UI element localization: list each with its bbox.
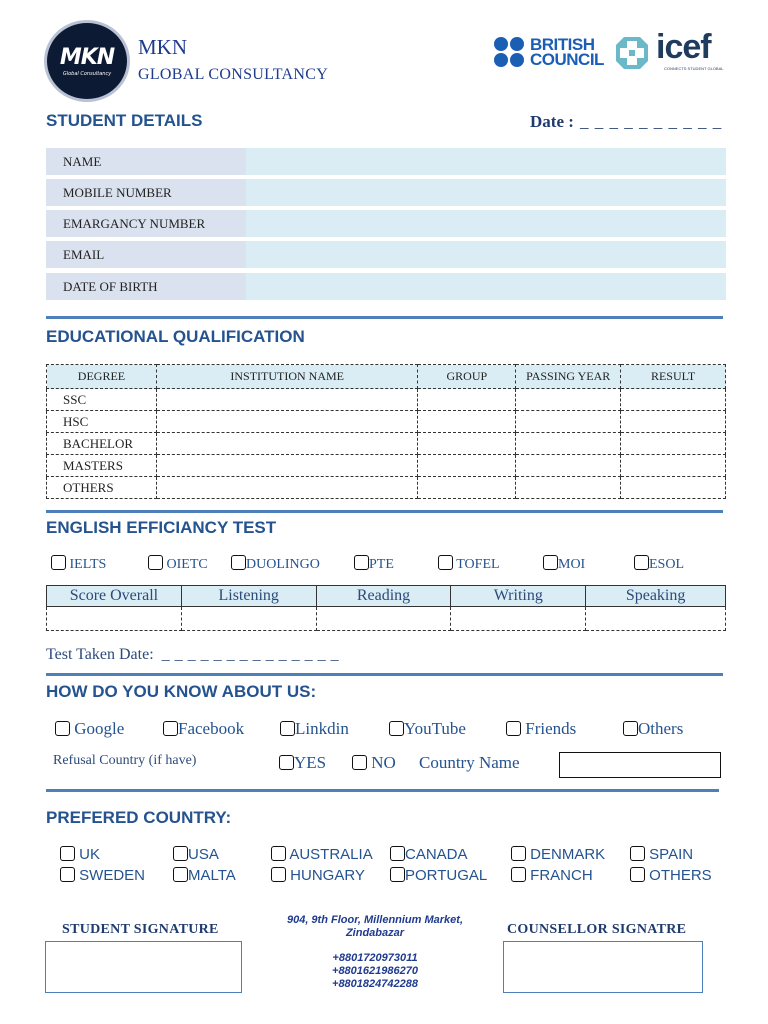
icef-tagline: CONNECTS STUDENT GLOBAL (664, 66, 724, 71)
preferred-country-title: PREFERED COUNTRY: (46, 808, 232, 827)
brand-name: MKN (138, 35, 188, 59)
refusal-no-option[interactable]: NO (352, 753, 396, 773)
country-name-label: Country Name (419, 753, 520, 772)
dob-row (46, 273, 726, 300)
phone-list (270, 952, 480, 991)
dob-label: DATE OF BIRTH (46, 273, 246, 300)
emergency-field[interactable] (246, 210, 726, 237)
table-cell[interactable] (516, 389, 621, 411)
score-header-row (47, 586, 726, 607)
checkbox[interactable] (231, 555, 246, 570)
checkbox[interactable] (630, 846, 645, 861)
test-option-esol[interactable]: ESOL (634, 555, 684, 573)
listening-cell[interactable] (181, 607, 316, 631)
icef-icon (614, 35, 650, 71)
table-cell[interactable] (418, 477, 516, 499)
column-header: Speaking (586, 586, 726, 607)
reading-cell[interactable] (316, 607, 451, 631)
country-option-others[interactable]: OTHERS (630, 867, 712, 884)
table-cell[interactable] (418, 433, 516, 455)
mobile-label: MOBILE NUMBER (46, 179, 246, 206)
checkbox[interactable] (390, 867, 405, 882)
checkbox[interactable] (354, 555, 369, 570)
column-header: Reading (316, 586, 451, 607)
test-option-pte[interactable]: PTE (354, 555, 394, 573)
name-field[interactable] (246, 148, 726, 175)
phone-number: +8801720973011 (332, 952, 418, 964)
table-row (47, 455, 726, 477)
checkbox[interactable] (173, 867, 188, 882)
mobile-field[interactable] (246, 179, 726, 206)
section-divider (46, 673, 723, 676)
checkbox[interactable] (511, 846, 526, 861)
table-cell[interactable] (156, 477, 418, 499)
checkbox[interactable] (271, 867, 286, 882)
table-cell[interactable] (621, 477, 726, 499)
source-option-facebook[interactable]: Facebook (163, 719, 244, 739)
checkbox[interactable] (60, 846, 75, 861)
brand-subtitle: GLOBAL CONSULTANCY (138, 66, 329, 83)
table-cell[interactable] (156, 389, 418, 411)
checkbox[interactable] (630, 867, 645, 882)
checkbox[interactable] (148, 555, 163, 570)
mobile-row (46, 179, 726, 206)
country-option-spain[interactable]: SPAIN (630, 846, 693, 863)
column-header: Writing (451, 586, 586, 607)
source-option-friends[interactable]: Friends (506, 719, 576, 739)
degree-cell: HSC (47, 411, 157, 433)
table-row (47, 411, 726, 433)
address: 904, 9th Floor, Millennium Market, Zindabazar (286, 914, 464, 939)
test-date-label: Test Taken Date: (46, 646, 154, 663)
table-cell[interactable] (418, 411, 516, 433)
table-cell[interactable] (516, 411, 621, 433)
refusal-label: Refusal Country (if have) (53, 753, 197, 768)
test-option-oietc[interactable]: OIETC (148, 555, 208, 573)
checkbox[interactable] (173, 846, 188, 861)
table-cell[interactable] (516, 433, 621, 455)
table-cell[interactable] (621, 455, 726, 477)
column-header: PASSING YEAR (516, 365, 621, 389)
name-label: NAME (46, 148, 246, 175)
checkbox[interactable] (60, 867, 75, 882)
table-cell[interactable] (621, 411, 726, 433)
phone-number: +8801621986270 (332, 965, 418, 977)
email-row (46, 241, 726, 268)
british-council-icon (494, 37, 526, 69)
checkbox[interactable] (389, 721, 404, 736)
section-divider (46, 316, 723, 319)
emergency-row (46, 210, 726, 237)
country-option-australia[interactable]: AUSTRALIA (271, 846, 373, 863)
british-council-logo: BRITISH COUNCIL (530, 35, 604, 69)
education-title: EDUCATIONAL QUALIFICATION (46, 327, 305, 346)
column-header: DEGREE (47, 365, 157, 389)
country-option-usa[interactable]: USA (173, 846, 219, 863)
speaking-cell[interactable] (586, 607, 726, 631)
table-row (47, 477, 726, 499)
how-know-title: HOW DO YOU KNOW ABOUT US: (46, 682, 317, 701)
country-option-hungary[interactable]: HUNGARY (271, 867, 365, 884)
email-field[interactable] (246, 241, 726, 268)
score-table (46, 585, 726, 631)
checkbox[interactable] (543, 555, 558, 570)
education-table (46, 364, 726, 499)
checkbox[interactable] (352, 755, 367, 770)
source-option-youtube[interactable]: YouTube (389, 719, 466, 739)
column-header: Score Overall (47, 586, 182, 607)
mkn-logo (44, 20, 130, 102)
checkbox[interactable] (51, 555, 66, 570)
column-header: GROUP (418, 365, 516, 389)
logo-text: MKN (59, 45, 115, 70)
name-row (46, 148, 726, 175)
source-option-google[interactable]: Google (55, 719, 124, 739)
student-signature-box[interactable] (45, 941, 242, 993)
country-name-field[interactable] (559, 752, 721, 778)
icef-logo: icef (656, 28, 711, 66)
table-cell[interactable] (418, 389, 516, 411)
checkbox[interactable] (506, 721, 521, 736)
table-cell[interactable] (516, 477, 621, 499)
table-cell[interactable] (418, 455, 516, 477)
test-option-ielts[interactable]: IELTS (51, 555, 106, 573)
checkbox[interactable] (279, 755, 294, 770)
student-details-title: STUDENT DETAILS (46, 111, 203, 130)
source-option-others[interactable]: Others (623, 719, 683, 739)
checkbox[interactable] (438, 555, 453, 570)
degree-cell: BACHELOR (47, 433, 157, 455)
column-header: INSTITUTION NAME (156, 365, 418, 389)
student-signature-label: STUDENT SIGNATURE (62, 922, 219, 937)
test-date-blank[interactable]: _ _ _ _ _ _ _ _ _ _ _ _ _ _ (161, 646, 340, 663)
country-option-uk[interactable]: UK (60, 846, 100, 863)
country-option-canada[interactable]: CANADA (390, 846, 468, 863)
checkbox[interactable] (634, 555, 649, 570)
table-cell[interactable] (156, 433, 418, 455)
checkbox[interactable] (55, 721, 70, 736)
table-row (47, 607, 726, 631)
table-cell[interactable] (156, 455, 418, 477)
table-cell[interactable] (621, 433, 726, 455)
checkbox[interactable] (280, 721, 295, 736)
table-cell[interactable] (156, 411, 418, 433)
checkbox[interactable] (390, 846, 405, 861)
table-row (47, 433, 726, 455)
degree-cell: SSC (47, 389, 157, 411)
date-label: Date : (530, 112, 574, 131)
counsellor-signature-label: COUNSELLOR SIGNATRE (507, 922, 687, 937)
source-option-linkdin[interactable]: Linkdin (280, 719, 349, 739)
education-header-row (47, 365, 726, 389)
country-option-malta[interactable]: MALTA (173, 867, 236, 884)
table-cell[interactable] (621, 389, 726, 411)
phone-number: +8801824742288 (332, 978, 418, 990)
checkbox[interactable] (511, 867, 526, 882)
degree-cell: MASTERS (47, 455, 157, 477)
emergency-label: EMARGANCY NUMBER (46, 210, 246, 237)
country-option-franch[interactable]: FRANCH (511, 867, 593, 884)
test-option-moi[interactable]: MOI (543, 555, 585, 573)
score-overall-cell[interactable] (47, 607, 182, 631)
email-label: EMAIL (46, 241, 246, 268)
section-divider (46, 510, 723, 513)
date-blank[interactable]: _ _ _ _ _ _ _ _ _ _ (580, 112, 723, 131)
table-cell[interactable] (516, 455, 621, 477)
section-divider (46, 789, 719, 792)
refusal-yes-option[interactable]: YES (279, 753, 326, 773)
test-option-tofel[interactable]: TOFEL (438, 555, 500, 573)
table-row (47, 389, 726, 411)
column-header: Listening (181, 586, 316, 607)
checkbox[interactable] (271, 846, 286, 861)
checkbox[interactable] (163, 721, 178, 736)
degree-cell: OTHERS (47, 477, 157, 499)
writing-cell[interactable] (451, 607, 586, 631)
country-option-denmark[interactable]: DENMARK (511, 846, 605, 863)
logo-subtext: Global Consultancy (62, 71, 112, 77)
checkbox[interactable] (623, 721, 638, 736)
test-date (46, 646, 339, 664)
column-header: RESULT (621, 365, 726, 389)
counsellor-signature-box[interactable] (503, 941, 703, 993)
country-option-sweden[interactable]: SWEDEN (60, 867, 145, 884)
english-test-title: ENGLISH EFFICIANCY TEST (46, 518, 277, 537)
test-option-duolingo[interactable]: DUOLINGO (231, 555, 320, 573)
dob-field[interactable] (246, 273, 726, 300)
country-option-portugal[interactable]: PORTUGAL (390, 867, 487, 884)
